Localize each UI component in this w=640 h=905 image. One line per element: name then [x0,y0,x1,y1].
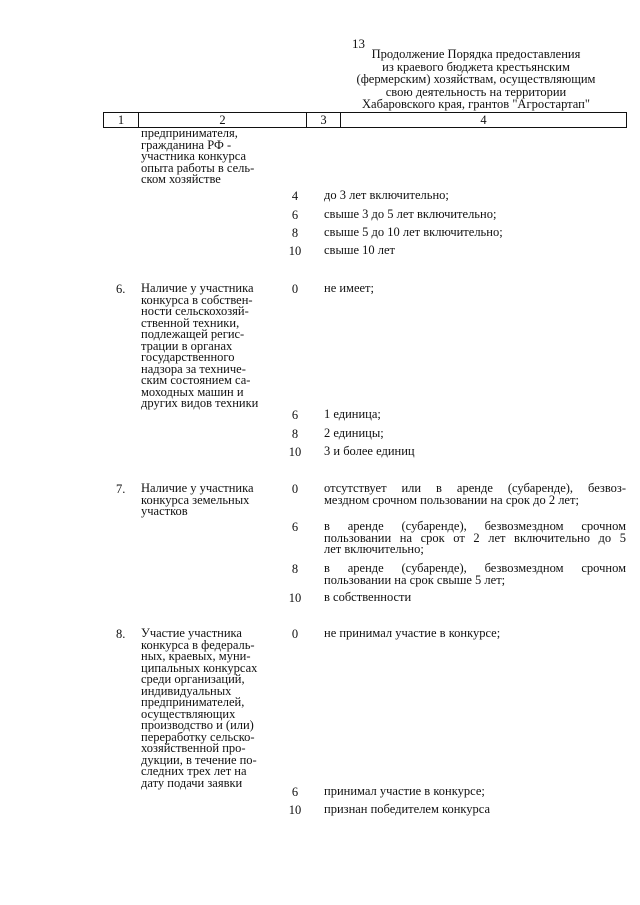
option-line: принимал участие в конкурсе; [324,784,485,798]
option-line: 2 единицы; [324,426,384,440]
option-line: в аренде (субаренде), безвозмездном срочном [324,519,626,533]
option-description [324,227,626,239]
option-description [324,283,626,295]
header-line: Хабаровского края, грантов "Агростартап" [362,97,590,111]
criterion-line: следних трех лет на [141,764,247,778]
option-line: мездном срочном пользовании на срок до 2 лет; [324,492,579,507]
criterion-line: государственного [141,350,235,364]
criterion-line: Участие участника [141,626,242,640]
option-description [324,446,626,458]
row-number: 7. [116,482,126,496]
score-value: 6 [291,785,299,799]
header-line: свою деятельность на территории [385,84,567,99]
criterion-text [141,483,261,518]
option-description [324,209,626,221]
option-line: лет включительно; [324,542,424,556]
criterion-text [141,628,261,789]
score-value: 10 [288,244,302,258]
header-line: Продолжение Порядка предоставления [371,47,581,61]
column-3-header: 3 [307,113,341,127]
option-line: свыше 10 лет [324,243,396,257]
option-line: 3 и более единиц [324,444,415,458]
criterion-line: ности сельскохозяй- [141,304,249,318]
criterion-line: осуществляющих [141,706,236,721]
option-line: признан победителем конкурса [324,802,491,816]
page-number: 13 [352,36,365,51]
option-line: свыше 3 до 5 лет включительно; [324,207,497,221]
option-description [324,786,626,798]
score-value: 8 [291,226,299,240]
criterion-line: трации в органах [141,338,233,353]
criterion-line: других видов техники [141,396,259,410]
criterion-line: моходных машин и [141,384,244,399]
score-value: 0 [291,627,299,641]
option-description [324,190,626,202]
option-line: не имеет; [324,281,374,295]
criterion-line: ственной техники, [141,315,240,330]
criterion-line: конкурса в федераль- [141,637,255,652]
row-number: 8. [116,627,126,641]
score-value: 8 [291,562,299,576]
option-description [324,245,626,257]
score-value: 0 [291,282,299,296]
criterion-line: конкурса земельных [141,492,250,507]
criterion-line: предпринимателей, [141,695,245,709]
option-line: не принимал участие в конкурсе; [324,626,501,640]
criterion-line: подлежащей регис- [141,327,245,341]
criterion-line: конкурса в собствен- [141,292,253,307]
criterion-line: Наличие у участника [141,281,254,295]
option-line: отсутствует или в аренде (субаренде), безвоз- [324,481,626,495]
criterion-line: переработку сельско- [141,729,255,744]
criterion-line: опыта работы в сель- [141,160,255,175]
option-description [324,428,626,440]
criterion-line: Наличие у участника [141,481,254,495]
option-line: пользовании на срок от 2 лет включительно до 5 [324,530,626,545]
option-line: 1 единица; [324,407,381,421]
document-header [330,48,622,111]
criterion-line: ском хозяйстве [141,172,221,186]
header-line: из краевого бюджета крестьянским [382,59,570,74]
score-value: 0 [291,482,299,496]
row-number: 6. [116,282,126,296]
header-line: (фермерским) хозяйствам, осуществляющим [356,72,596,86]
criterion-line: участника конкурса [141,149,247,163]
column-4-header: 4 [480,113,487,127]
criterion-line: ципальных конкурсах [141,660,258,675]
option-description [324,521,626,556]
score-value: 8 [291,427,299,441]
criterion-line: производство и (или) [141,718,254,732]
option-line: пользовании на срок свыше 5 лет; [324,572,506,587]
score-value: 6 [291,520,299,534]
option-description [324,483,626,506]
option-description [324,628,626,640]
option-description [324,804,626,816]
option-description [324,563,626,586]
criterion-line: предпринимателя, [141,126,238,140]
criterion-line: участков [141,504,188,518]
criterion-text [141,283,261,410]
criterion-line: среди организаций, [141,672,245,686]
option-line: свыше 5 до 10 лет включительно; [324,225,503,239]
option-description [324,409,626,421]
score-value: 10 [288,803,302,817]
criterion-line: дату подачи заявки [141,775,243,790]
criterion-text [141,128,261,186]
column-1-header: 1 [104,113,139,127]
score-value: 10 [288,591,302,605]
score-value: 10 [288,445,302,459]
score-value: 6 [291,208,299,222]
criterion-line: дукции, в течение по- [141,752,257,767]
option-line: в собственности [324,590,412,604]
score-value: 4 [291,189,299,203]
score-value: 6 [291,408,299,422]
criterion-line: гражданина РФ - [141,137,232,152]
criterion-line: хозяйственной про- [141,741,246,755]
criterion-line: ных, краевых, муни- [141,649,251,663]
option-line: в аренде (субаренде), безвозмездном срочном [324,561,626,575]
column-2-header: 2 [139,113,307,127]
criterion-line: ским состоянием са- [141,373,251,387]
option-line: до 3 лет включительно; [324,188,449,202]
criterion-line: надзора за техниче- [141,361,246,376]
criterion-line: индивидуальных [141,683,232,698]
option-description [324,592,626,604]
